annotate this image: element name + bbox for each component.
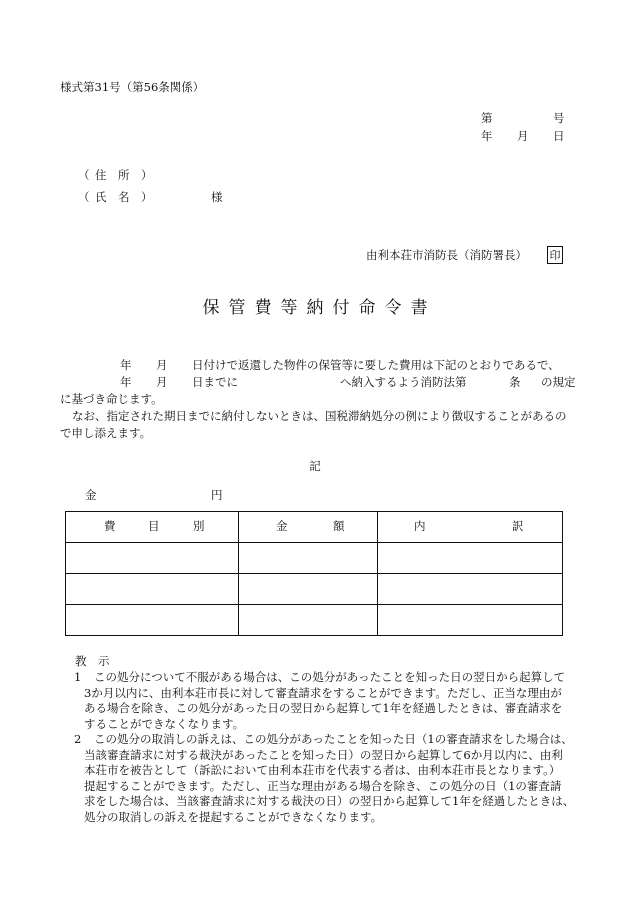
notice-1-text-3: ある場合を除き、この処分があった日の翌日から起算して1年を経過したときは、審査請求を <box>84 701 563 715</box>
body-l2-rule: の規定 <box>541 375 576 389</box>
header-amount-char-2: 額 <box>333 519 345 533</box>
table-cell-amount[interactable] <box>239 605 378 636</box>
notice-1-text-2: 3か月以内に、由利本荘市長に対して審査請求をすることができます。ただし、正当な理由が <box>84 686 562 700</box>
header-breakdown <box>378 512 563 543</box>
date-year-label: 年 <box>481 129 493 143</box>
body-l2-month: 月 <box>156 375 168 389</box>
notice-title: 教 示 <box>75 654 110 668</box>
seal-text: 印 <box>549 248 561 262</box>
name-paren-open: （ <box>78 190 90 204</box>
notice-1-number: 1 <box>74 670 82 684</box>
notice-2-text-5: 求をした場合は、当該審査請求に対する裁決の日）の翌日から起算して1年を経過したときは、 <box>84 794 575 808</box>
issuer-name: 由利本荘市消防長（消防署長） <box>366 248 527 262</box>
body-line-4: なお、指定された期日までに納付しないときは、国税滞納処分の例により徴収することがあるの <box>72 409 567 423</box>
body-l2-pay: へ納入するよう消防法第 <box>340 375 467 389</box>
table-cell-breakdown[interactable] <box>378 543 563 574</box>
header-fee-category-char-2: 目 <box>148 519 160 533</box>
header-breakdown-char-2: 訳 <box>512 519 524 533</box>
amount-kin-label: 金 <box>85 488 97 502</box>
header-fee-category-char-1: 費 <box>104 519 116 533</box>
table-cell-breakdown[interactable] <box>378 605 563 636</box>
notice-2-number: 2 <box>74 732 82 746</box>
table-cell-breakdown[interactable] <box>378 574 563 605</box>
body-line-3: に基づき命じます。 <box>60 392 163 406</box>
address-paren-open: （ <box>78 168 90 182</box>
table-cell-fee[interactable] <box>66 605 239 636</box>
table-header-row <box>66 512 563 543</box>
notice-1-text-1: この処分について不服がある場合は、この処分があったことを知った日の翌日から起算して <box>94 670 566 684</box>
address-paren-close: ） <box>141 168 153 182</box>
fee-table <box>65 511 563 636</box>
seal-mark <box>547 246 563 264</box>
address-label-1: 住 <box>95 168 107 182</box>
notice-2-text-6: 処分の取消しの訴えを提起することができなくなります。 <box>84 810 383 824</box>
document-title: 保管費等納付命令書 <box>202 298 437 318</box>
header-fee-category <box>66 512 239 543</box>
name-label-2: 名 <box>118 190 130 204</box>
header-amount <box>239 512 378 543</box>
body-l2-article: 条 <box>509 375 521 389</box>
name-label-1: 氏 <box>95 190 107 204</box>
honorific: 様 <box>211 190 223 204</box>
notice-1-text-4: することができなくなります。 <box>84 717 245 731</box>
ki-heading: 記 <box>309 459 321 473</box>
table-row <box>66 543 563 574</box>
date-day-label: 日 <box>553 129 565 143</box>
amount-en-label: 円 <box>211 488 223 502</box>
body-line-5: で申し添えます。 <box>60 426 152 440</box>
body-l2-by: 日までに <box>192 375 238 389</box>
table-cell-fee[interactable] <box>66 543 239 574</box>
name-paren-close: ） <box>141 190 153 204</box>
header-amount-char-1: 金 <box>276 519 288 533</box>
form-number: 様式第31号（第56条関係） <box>60 80 205 94</box>
table-cell-amount[interactable] <box>239 574 378 605</box>
body-l1-rest: 日付けで返還した物件の保管等に要した費用は下記のとおりであるで、 <box>192 358 560 372</box>
notice-2-text-3: 本荘市を被告として（訴訟において由利本荘市を代表する者は、由利本荘市長となります。） <box>84 763 561 777</box>
doc-number-suffix: 号 <box>553 111 565 125</box>
address-label-2: 所 <box>118 168 130 182</box>
notice-2-text-4: 提起することができます。ただし、正当な理由がある場合を除き、この処分の日（1の審査請 <box>84 779 562 793</box>
table-cell-fee[interactable] <box>66 574 239 605</box>
body-l1-year: 年 <box>120 358 132 372</box>
header-breakdown-char-1: 内 <box>414 519 426 533</box>
notice-2-text-2: 当該審査請求に対する裁決があったことを知った日）の翌日から起算して6か月以内に、由利 <box>84 748 563 762</box>
table-row <box>66 605 563 636</box>
doc-number-label: 第 <box>481 111 493 125</box>
notice-2-text-1: この処分の取消しの訴えは、この処分があったことを知った日（1の審査請求をした場合は、 <box>94 732 573 746</box>
body-l1-month: 月 <box>156 358 168 372</box>
date-month-label: 月 <box>517 129 529 143</box>
table-row <box>66 574 563 605</box>
header-fee-category-char-3: 別 <box>193 519 205 533</box>
body-l2-year: 年 <box>120 375 132 389</box>
table-cell-amount[interactable] <box>239 543 378 574</box>
